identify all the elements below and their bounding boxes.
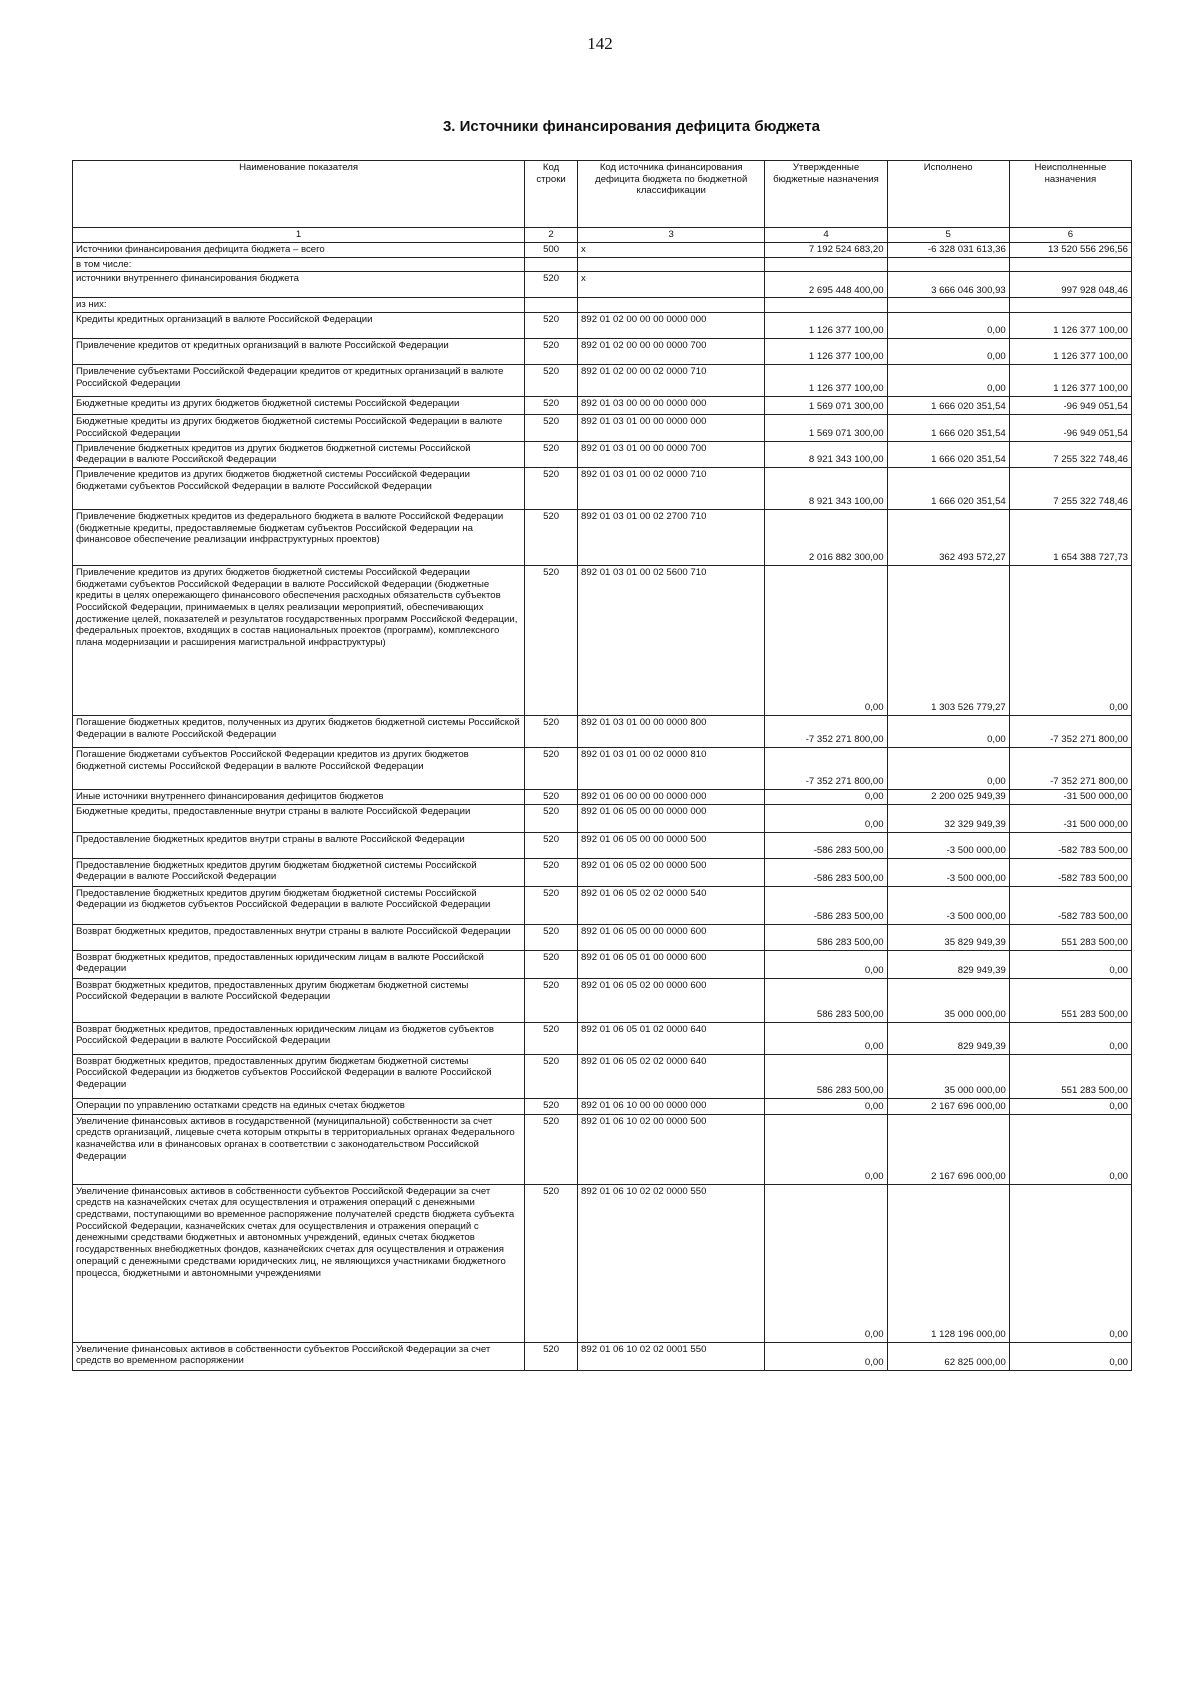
row-line-code: 520: [525, 1022, 578, 1054]
row-source-code: 892 01 02 00 00 00 0000 700: [578, 339, 765, 365]
column-number: 5: [887, 228, 1009, 243]
row-executed-amount: 2 200 025 949,39: [887, 789, 1009, 804]
row-executed-amount: 1 666 020 351,54: [887, 415, 1009, 441]
row-approved-amount: -586 283 500,00: [765, 832, 887, 858]
table-row: [73, 243, 1132, 258]
table-row: [73, 1114, 1132, 1184]
row-unexecuted-amount: -31 500 000,00: [1009, 789, 1131, 804]
row-source-code: 892 01 03 01 00 02 2700 710: [578, 509, 765, 565]
table-row: [73, 257, 1132, 272]
row-name: Кредиты кредитных организаций в валюте Российской Федерации: [73, 313, 525, 339]
table-row: [73, 397, 1132, 415]
row-approved-amount: 0,00: [765, 1114, 887, 1184]
row-unexecuted-amount: -582 783 500,00: [1009, 832, 1131, 858]
row-executed-amount: [887, 298, 1009, 313]
row-source-code: 892 01 06 05 01 02 0000 640: [578, 1022, 765, 1054]
table-row: [73, 978, 1132, 1022]
row-approved-amount: 2 695 448 400,00: [765, 272, 887, 298]
row-unexecuted-amount: 551 283 500,00: [1009, 924, 1131, 950]
row-unexecuted-amount: 551 283 500,00: [1009, 1054, 1131, 1098]
table-row: [73, 441, 1132, 467]
table-row: [73, 339, 1132, 365]
row-name: Привлечение бюджетных кредитов из других бюджетов бюджетной системы Российской Федерации в валюте Российской Федерации: [73, 441, 525, 467]
row-source-code: 892 01 03 00 00 00 0000 000: [578, 397, 765, 415]
row-source-code: 892 01 03 01 00 02 0000 810: [578, 747, 765, 789]
row-line-code: 520: [525, 441, 578, 467]
row-executed-amount: 0,00: [887, 715, 1009, 747]
row-executed-amount: 1 666 020 351,54: [887, 397, 1009, 415]
row-source-code: 892 01 06 05 01 00 0000 600: [578, 950, 765, 978]
row-source-code: 892 01 06 00 00 00 0000 000: [578, 789, 765, 804]
row-executed-amount: 32 329 949,39: [887, 804, 1009, 832]
row-line-code: 520: [525, 1184, 578, 1342]
row-name: из них:: [73, 298, 525, 313]
row-source-code: 892 01 03 01 00 00 0000 800: [578, 715, 765, 747]
row-name: Предоставление бюджетных кредитов другим бюджетам бюджетной системы Российской Федерации в валюте Российской Федерации: [73, 858, 525, 886]
row-executed-amount: 35 829 949,39: [887, 924, 1009, 950]
row-source-code: x: [578, 272, 765, 298]
table-row: [73, 467, 1132, 509]
row-executed-amount: 62 825 000,00: [887, 1342, 1009, 1370]
row-approved-amount: 8 921 343 100,00: [765, 467, 887, 509]
row-approved-amount: [765, 257, 887, 272]
row-source-code: 892 01 06 05 00 00 0000 500: [578, 832, 765, 858]
row-unexecuted-amount: -7 352 271 800,00: [1009, 715, 1131, 747]
row-line-code: 520: [525, 397, 578, 415]
row-source-code: x: [578, 243, 765, 258]
table-row: [73, 789, 1132, 804]
row-approved-amount: 7 192 524 683,20: [765, 243, 887, 258]
table-row: [73, 804, 1132, 832]
column-number: 4: [765, 228, 887, 243]
row-approved-amount: 1 569 071 300,00: [765, 415, 887, 441]
row-executed-amount: 2 167 696 000,00: [887, 1098, 1009, 1114]
row-name: Возврат бюджетных кредитов, предоставленных другим бюджетам бюджетной системы Российской Федерации из бюджетов субъектов Российской Федерации в валюте Российской Федерации: [73, 1054, 525, 1098]
row-line-code: [525, 257, 578, 272]
row-approved-amount: 0,00: [765, 1184, 887, 1342]
row-unexecuted-amount: -582 783 500,00: [1009, 886, 1131, 924]
row-executed-amount: 3 666 046 300,93: [887, 272, 1009, 298]
row-name: Привлечение кредитов из других бюджетов бюджетной системы Российской Федерации бюджетами субъектов Российской Федерации в валюте Российской Федерации: [73, 467, 525, 509]
table-row: [73, 1054, 1132, 1098]
row-executed-amount: 35 000 000,00: [887, 978, 1009, 1022]
table-row: [73, 565, 1132, 715]
row-unexecuted-amount: 0,00: [1009, 565, 1131, 715]
row-line-code: 520: [525, 565, 578, 715]
row-executed-amount: 35 000 000,00: [887, 1054, 1009, 1098]
row-executed-amount: 0,00: [887, 747, 1009, 789]
table-row: [73, 509, 1132, 565]
row-line-code: 520: [525, 1054, 578, 1098]
table-row: [73, 832, 1132, 858]
row-executed-amount: -6 328 031 613,36: [887, 243, 1009, 258]
row-line-code: 520: [525, 886, 578, 924]
row-executed-amount: 829 949,39: [887, 950, 1009, 978]
row-name: Увеличение финансовых активов в собственности субъектов Российской Федерации за счет средств на казначейских счетах для осуществления и отражения операций с денежными средствами, поступающими во временное распоряжение получателей средств бюджета субъекта Российской Федерации, казначейских счетах для осуществления и отражения операций с денежными средствами бюджетных и автономных учреждений, единых счетах бюджетов государственных внебюджетных фондов, казначейских счетах для осуществления и отражения операций с денежными средствами юридических лиц, не являющихся участниками бюджетного процесса, бюджетными и автономными учреждениями: [73, 1184, 525, 1342]
column-number: 1: [73, 228, 525, 243]
row-line-code: 520: [525, 789, 578, 804]
row-unexecuted-amount: 0,00: [1009, 950, 1131, 978]
table-row: [73, 298, 1132, 313]
row-approved-amount: 0,00: [765, 950, 887, 978]
table-row: [73, 1184, 1132, 1342]
row-name: Погашение бюджетных кредитов, полученных из других бюджетов бюджетной системы Российской Федерации в валюте Российской Федерации: [73, 715, 525, 747]
row-approved-amount: 1 126 377 100,00: [765, 365, 887, 397]
table-row: [73, 886, 1132, 924]
table-row: [73, 858, 1132, 886]
table-row: [73, 747, 1132, 789]
row-line-code: 520: [525, 978, 578, 1022]
row-unexecuted-amount: 0,00: [1009, 1342, 1131, 1370]
row-line-code: 500: [525, 243, 578, 258]
row-name: Бюджетные кредиты из других бюджетов бюджетной системы Российской Федерации: [73, 397, 525, 415]
row-name: Возврат бюджетных кредитов, предоставленных юридическим лицам в валюте Российской Федерации: [73, 950, 525, 978]
row-name: Источники финансирования дефицита бюджета – всего: [73, 243, 525, 258]
row-executed-amount: 829 949,39: [887, 1022, 1009, 1054]
row-source-code: 892 01 03 01 00 00 0000 700: [578, 441, 765, 467]
row-name: Привлечение бюджетных кредитов из федерального бюджета в валюте Российской Федерации (бюджетные кредиты, предоставляемые бюджетам субъектов Российской Федерации на финансовое обеспечение реализации инфраструктурных проектов): [73, 509, 525, 565]
row-unexecuted-amount: 1 126 377 100,00: [1009, 339, 1131, 365]
row-source-code: 892 01 06 05 02 00 0000 600: [578, 978, 765, 1022]
row-line-code: 520: [525, 832, 578, 858]
row-executed-amount: 1 128 196 000,00: [887, 1184, 1009, 1342]
row-name: Увеличение финансовых активов в собственности субъектов Российской Федерации за счет средств во временном распоряжении: [73, 1342, 525, 1370]
table-row: [73, 313, 1132, 339]
row-name: Бюджетные кредиты, предоставленные внутри страны в валюте Российской Федерации: [73, 804, 525, 832]
row-source-code: 892 01 06 05 00 00 0000 600: [578, 924, 765, 950]
table-row: [73, 365, 1132, 397]
row-unexecuted-amount: 551 283 500,00: [1009, 978, 1131, 1022]
row-name: Операции по управлению остатками средств на единых счетах бюджетов: [73, 1098, 525, 1114]
row-approved-amount: 586 283 500,00: [765, 978, 887, 1022]
table-body: [73, 243, 1132, 1371]
header-indicator-name: Наименование показателя: [73, 161, 525, 228]
row-line-code: 520: [525, 858, 578, 886]
row-approved-amount: 1 126 377 100,00: [765, 339, 887, 365]
row-approved-amount: -586 283 500,00: [765, 886, 887, 924]
row-source-code: [578, 298, 765, 313]
header-source-code: Код источника финансирования дефицита бюджета по бюджетной классификации: [578, 161, 765, 228]
row-name: Предоставление бюджетных кредитов внутри страны в валюте Российской Федерации: [73, 832, 525, 858]
row-line-code: [525, 298, 578, 313]
row-name: Привлечение кредитов из других бюджетов бюджетной системы Российской Федерации бюджетами субъектов Российской Федерации в валюте Российской Федерации (бюджетные кредиты в целях опережающего финансового обеспечения расходных обязательств субъектов Российской Федерации, принимаемых в целях реализации мероприятий, обеспечивающих достижение целей, показателей и результатов государственных программ Российской Федерации, федеральных проектов, входящих в состав национальных проектов (программ), комплексного плана модернизации и расширения магистральной инфраструктуры): [73, 565, 525, 715]
page-number: 142: [587, 34, 613, 53]
row-approved-amount: 1 569 071 300,00: [765, 397, 887, 415]
row-line-code: 520: [525, 467, 578, 509]
row-name: Бюджетные кредиты из других бюджетов бюджетной системы Российской Федерации в валюте Российской Федерации: [73, 415, 525, 441]
row-executed-amount: 0,00: [887, 365, 1009, 397]
table-row: [73, 415, 1132, 441]
row-unexecuted-amount: [1009, 257, 1131, 272]
financing-sources-table: [72, 160, 1132, 1371]
row-name: Возврат бюджетных кредитов, предоставленных другим бюджетам бюджетной системы Российской Федерации в валюте Российской Федерации: [73, 978, 525, 1022]
row-line-code: 520: [525, 272, 578, 298]
row-line-code: 520: [525, 715, 578, 747]
column-number-row: [73, 228, 1132, 243]
row-unexecuted-amount: 13 520 556 296,56: [1009, 243, 1131, 258]
row-approved-amount: 0,00: [765, 565, 887, 715]
row-unexecuted-amount: 0,00: [1009, 1184, 1131, 1342]
row-source-code: [578, 257, 765, 272]
row-line-code: 520: [525, 509, 578, 565]
row-approved-amount: 2 016 882 300,00: [765, 509, 887, 565]
row-unexecuted-amount: 1 654 388 727,73: [1009, 509, 1131, 565]
row-name: Привлечение субъектами Российской Федерации кредитов от кредитных организаций в валюте Российской Федерации: [73, 365, 525, 397]
row-approved-amount: 0,00: [765, 804, 887, 832]
row-unexecuted-amount: -7 352 271 800,00: [1009, 747, 1131, 789]
row-unexecuted-amount: 997 928 048,46: [1009, 272, 1131, 298]
row-executed-amount: -3 500 000,00: [887, 886, 1009, 924]
row-line-code: 520: [525, 339, 578, 365]
row-unexecuted-amount: 0,00: [1009, 1022, 1131, 1054]
row-unexecuted-amount: -96 949 051,54: [1009, 397, 1131, 415]
row-name: Увеличение финансовых активов в государственной (муниципальной) собственности за счет средств организаций, лицевые счета которым открыты в территориальных органах Федерального казначейства или в финансовых органах в соответствии с законодательством Российской Федерации: [73, 1114, 525, 1184]
row-source-code: 892 01 06 05 00 00 0000 000: [578, 804, 765, 832]
table-row: [73, 272, 1132, 298]
row-unexecuted-amount: -31 500 000,00: [1009, 804, 1131, 832]
row-approved-amount: -7 352 271 800,00: [765, 715, 887, 747]
row-name: Иные источники внутреннего финансирования дефицитов бюджетов: [73, 789, 525, 804]
header-approved: Утвержденные бюджетные назначения: [765, 161, 887, 228]
row-line-code: 520: [525, 415, 578, 441]
row-source-code: 892 01 02 00 00 00 0000 000: [578, 313, 765, 339]
row-executed-amount: 0,00: [887, 313, 1009, 339]
row-approved-amount: 586 283 500,00: [765, 924, 887, 950]
row-approved-amount: -586 283 500,00: [765, 858, 887, 886]
column-number: 2: [525, 228, 578, 243]
row-name: Привлечение кредитов от кредитных организаций в валюте Российской Федерации: [73, 339, 525, 365]
row-line-code: 520: [525, 924, 578, 950]
row-name: источники внутреннего финансирования бюджета: [73, 272, 525, 298]
row-executed-amount: 362 493 572,27: [887, 509, 1009, 565]
table-row: [73, 1022, 1132, 1054]
row-source-code: 892 01 03 01 00 00 0000 000: [578, 415, 765, 441]
row-executed-amount: [887, 257, 1009, 272]
row-approved-amount: 1 126 377 100,00: [765, 313, 887, 339]
table-row: [73, 1342, 1132, 1370]
row-line-code: 520: [525, 365, 578, 397]
row-unexecuted-amount: 1 126 377 100,00: [1009, 313, 1131, 339]
row-executed-amount: -3 500 000,00: [887, 858, 1009, 886]
row-source-code: 892 01 06 05 02 02 0000 540: [578, 886, 765, 924]
row-source-code: 892 01 03 01 00 02 5600 710: [578, 565, 765, 715]
row-line-code: 520: [525, 747, 578, 789]
row-name: Возврат бюджетных кредитов, предоставленных внутри страны в валюте Российской Федерации: [73, 924, 525, 950]
row-unexecuted-amount: -96 949 051,54: [1009, 415, 1131, 441]
section-title: 3. Источники финансирования дефицита бюджета: [442, 118, 821, 135]
row-unexecuted-amount: 7 255 322 748,46: [1009, 441, 1131, 467]
row-unexecuted-amount: 0,00: [1009, 1114, 1131, 1184]
row-source-code: 892 01 06 05 02 02 0000 640: [578, 1054, 765, 1098]
table-row: [73, 950, 1132, 978]
column-number: 3: [578, 228, 765, 243]
row-approved-amount: 0,00: [765, 1342, 887, 1370]
header-unexecuted: Неисполненные назначения: [1009, 161, 1131, 228]
row-executed-amount: 2 167 696 000,00: [887, 1114, 1009, 1184]
row-name: Возврат бюджетных кредитов, предоставленных юридическим лицам из бюджетов субъектов Российской Федерации в валюте Российской Федерации: [73, 1022, 525, 1054]
row-approved-amount: 0,00: [765, 1022, 887, 1054]
row-approved-amount: -7 352 271 800,00: [765, 747, 887, 789]
row-source-code: 892 01 06 10 02 02 0000 550: [578, 1184, 765, 1342]
row-name: Предоставление бюджетных кредитов другим бюджетам бюджетной системы Российской Федерации из бюджетов субъектов Российской Федерации в валюте Российской Федерации: [73, 886, 525, 924]
row-line-code: 520: [525, 1114, 578, 1184]
row-approved-amount: [765, 298, 887, 313]
row-source-code: 892 01 02 00 00 02 0000 710: [578, 365, 765, 397]
row-approved-amount: 586 283 500,00: [765, 1054, 887, 1098]
row-line-code: 520: [525, 313, 578, 339]
row-executed-amount: 1 666 020 351,54: [887, 467, 1009, 509]
row-line-code: 520: [525, 1098, 578, 1114]
row-approved-amount: 0,00: [765, 789, 887, 804]
row-unexecuted-amount: -582 783 500,00: [1009, 858, 1131, 886]
row-executed-amount: 1 666 020 351,54: [887, 441, 1009, 467]
table-row: [73, 924, 1132, 950]
row-unexecuted-amount: 0,00: [1009, 1098, 1131, 1114]
table-row: [73, 1098, 1132, 1114]
row-approved-amount: 0,00: [765, 1098, 887, 1114]
row-line-code: 520: [525, 804, 578, 832]
row-source-code: 892 01 06 10 02 00 0000 500: [578, 1114, 765, 1184]
table-row: [73, 715, 1132, 747]
row-name: в том числе:: [73, 257, 525, 272]
row-approved-amount: 8 921 343 100,00: [765, 441, 887, 467]
row-source-code: 892 01 06 10 02 02 0001 550: [578, 1342, 765, 1370]
column-number: 6: [1009, 228, 1131, 243]
row-name: Погашение бюджетами субъектов Российской Федерации кредитов из других бюджетов бюджетной системы Российской Федерации в валюте Российской Федерации: [73, 747, 525, 789]
header-executed: Исполнено: [887, 161, 1009, 228]
header-line-code: Код строки: [525, 161, 578, 228]
row-line-code: 520: [525, 950, 578, 978]
row-unexecuted-amount: [1009, 298, 1131, 313]
row-executed-amount: 1 303 526 779,27: [887, 565, 1009, 715]
row-unexecuted-amount: 1 126 377 100,00: [1009, 365, 1131, 397]
row-source-code: 892 01 06 10 00 00 0000 000: [578, 1098, 765, 1114]
row-source-code: 892 01 06 05 02 00 0000 500: [578, 858, 765, 886]
row-source-code: 892 01 03 01 00 02 0000 710: [578, 467, 765, 509]
row-line-code: 520: [525, 1342, 578, 1370]
row-executed-amount: -3 500 000,00: [887, 832, 1009, 858]
header-row: [73, 161, 1132, 228]
row-unexecuted-amount: 7 255 322 748,46: [1009, 467, 1131, 509]
row-executed-amount: 0,00: [887, 339, 1009, 365]
